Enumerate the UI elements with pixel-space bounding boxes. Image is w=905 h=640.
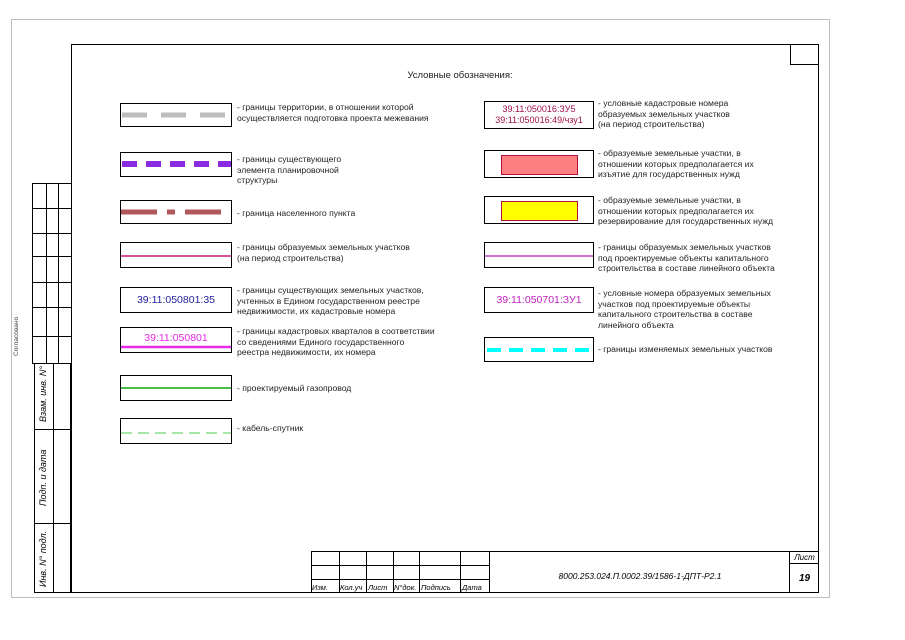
original-inv-label: Инв. N° подл. [38, 530, 48, 587]
side-divider [34, 429, 71, 430]
document-code: 8000.253.024.П.0002.39/1586-1-ДПТ-Р2.1 [558, 571, 722, 581]
legend-desc-linear-object: - границы образуемых земельных участков под проектируемые объекты капитального строительства в составе линейного объекта [598, 242, 775, 274]
legend-desc-cadastral-quarter: - границы кадастровых кварталов в соответствии со сведениями Единого государственного реестра недвижимости, их номера [237, 326, 435, 358]
planning-structure-line [121, 153, 231, 176]
legend-symbol-plot-boundary [120, 242, 232, 268]
col-change: Изм. [312, 583, 328, 592]
legend-desc-plot-boundary: - границы образуемых земельных участков (на период строительства) [237, 242, 410, 263]
linear-object-line [485, 243, 593, 267]
plot-number-code-2: 39:11:050016:49/чзу1 [495, 115, 583, 125]
sheet-label: Лист [794, 553, 815, 562]
legend-symbol-existing-plot [120, 287, 232, 313]
signature-date-label: Подп. и дата [38, 449, 48, 506]
col-count: Кол.уч [340, 583, 363, 592]
legend-symbol-project-boundary [120, 103, 232, 127]
project-boundary-line [121, 104, 231, 126]
side-divider [32, 307, 71, 308]
legend-symbol-gas-pipeline [120, 375, 232, 401]
legend-desc-seizure: - образуемые земельные участки, в отношении которых предполагается их изъятие для государственных нужд [598, 148, 754, 180]
settlement-line [121, 201, 231, 223]
title-block-line [419, 551, 420, 593]
gas-pipeline-line [121, 376, 231, 400]
legend-symbol-cadastral-quarter [120, 327, 232, 353]
agreed-label: Согласовано [13, 316, 20, 356]
legend-desc-reserve: - образуемые земельные участки, в отношении которых предполагается их резервирование для государственных нужд [598, 195, 774, 227]
legend-symbol-plot-number [484, 101, 594, 129]
title-block-line [460, 551, 461, 593]
legend-desc-changed-plots: - границы изменяемых земельных участков [598, 344, 773, 354]
reserve-fill [501, 201, 578, 221]
legend-desc-planning-structure: - границы существующего элемента планировочной структуры [237, 154, 342, 186]
col-doc-number: N°док. [394, 583, 417, 592]
legend-desc-existing-plot: - границы существующих земельных участков, учтенных в Едином государственном реестре недвижимости, их кадастровые номера [237, 285, 424, 317]
legend-desc-gas-pipeline: - проектируемый газопровод [237, 383, 352, 393]
legend-symbol-planning-structure [120, 152, 232, 177]
seizure-fill [501, 155, 578, 175]
side-divider [32, 256, 71, 257]
existing-plot-code: 39:11:050801:35 [136, 294, 216, 306]
replaced-inv-label: Взам. инв. N° [38, 365, 48, 422]
legend-desc-settlement: - граница населенного пункта [237, 208, 356, 218]
side-divider [34, 523, 71, 524]
cadastral-quarter-line [121, 328, 231, 352]
side-divider [32, 208, 71, 209]
corner-box [790, 44, 819, 65]
legend-desc-plot-number: - условные кадастровые номера образуемых земельных участков (на период строительства) [598, 98, 730, 130]
changed-plots-line [485, 338, 593, 361]
title-block-line [366, 551, 367, 593]
side-divider [32, 233, 71, 234]
cadastral-quarter-code: 39:11:050801 [144, 332, 208, 344]
linear-plot-number-code: 39:11:050701:ЗУ1 [496, 294, 582, 306]
side-divider [32, 282, 71, 283]
satellite-cable-line [121, 419, 231, 443]
plot-boundary-line [121, 243, 231, 267]
side-divider [53, 363, 54, 593]
title-block-line [311, 579, 489, 580]
legend-symbol-changed-plots [484, 337, 594, 362]
side-divider [32, 336, 71, 337]
legend-symbol-settlement [120, 200, 232, 224]
title-block-line [789, 563, 819, 564]
col-signature: Подпись [421, 583, 451, 592]
title-block-line [311, 565, 489, 566]
legend-title: Условные обозначения: [407, 70, 513, 81]
sheet-number: 19 [798, 573, 811, 584]
legend-symbol-reserve [484, 196, 594, 224]
legend-desc-project-boundary: - границы территории, в отношении которой осуществляется подготовка проекта межевания [237, 102, 429, 123]
legend-symbol-satellite-cable [120, 418, 232, 444]
plot-number-code-1: 39:11:050016:ЗУ5 [502, 104, 576, 114]
legend-desc-linear-plot-number: - условные номера образуемых земельных участков под проектируемые объекты капитального строительства в составе линейного объекта [598, 288, 771, 330]
legend-desc-satellite-cable: - кабель-спутник [237, 423, 304, 433]
legend-symbol-linear-object [484, 242, 594, 268]
legend-symbol-linear-plot-number [484, 287, 594, 313]
legend-symbol-seizure [484, 150, 594, 178]
col-date: Дата [462, 583, 482, 592]
col-sheet: Лист [368, 583, 388, 592]
